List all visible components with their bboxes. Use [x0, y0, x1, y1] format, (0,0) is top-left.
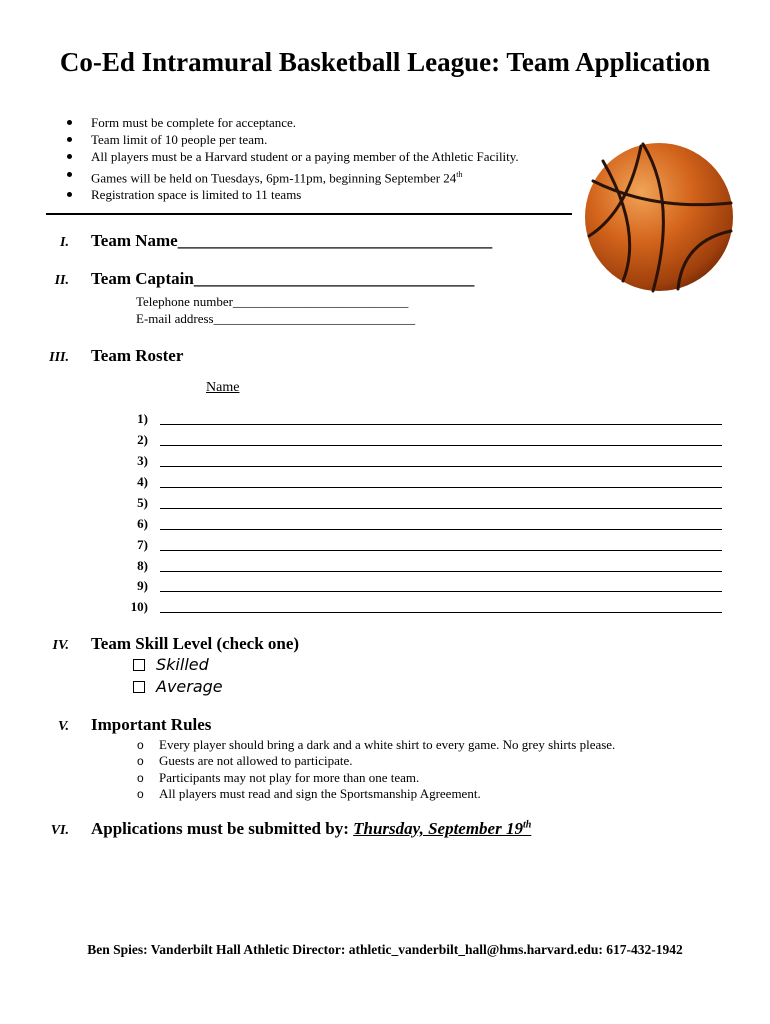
- roster-row[interactable]: [110, 473, 722, 494]
- roster-row[interactable]: [110, 515, 722, 536]
- telephone-field[interactable]: Telephone number___________________________: [136, 294, 409, 309]
- list-item: o All players must read and sign the Sportsmanship Agreement.: [159, 786, 615, 802]
- row-number: 5): [137, 495, 148, 510]
- roster-row[interactable]: [110, 410, 722, 431]
- team-roster-heading: Team Roster: [91, 346, 184, 365]
- basketball-image: [583, 141, 735, 293]
- deadline-text: Applications must be submitted by: Thursday, September 19th: [91, 819, 532, 838]
- name-line[interactable]: [160, 487, 722, 488]
- roster-column-header: Name: [206, 380, 240, 395]
- section-number: VI.: [50, 823, 69, 838]
- name-line[interactable]: [160, 529, 722, 530]
- section-number: IV.: [52, 638, 69, 653]
- list-item: Team limit of 10 people per team.: [91, 131, 519, 148]
- rules-list: [159, 737, 615, 803]
- team-name-field[interactable]: Team Name_____________________________________: [91, 231, 493, 250]
- name-line[interactable]: [160, 445, 722, 446]
- row-number: 3): [137, 453, 148, 468]
- email-field[interactable]: E-mail address_______________________________: [136, 311, 416, 326]
- roster-row[interactable]: [110, 431, 722, 452]
- divider: [46, 213, 572, 215]
- row-number: 7): [137, 537, 148, 552]
- skilled-option[interactable]: Skilled: [133, 655, 283, 677]
- list-item: Registration space is limited to 11 teams: [91, 186, 519, 203]
- row-number: 2): [137, 432, 148, 447]
- important-rules-heading: Important Rules: [91, 715, 212, 734]
- page-title: Co-Ed Intramural Basketball League: Team Application: [59, 47, 711, 77]
- roster-row[interactable]: [110, 536, 722, 557]
- roster-row[interactable]: [110, 452, 722, 473]
- section-number: V.: [57, 719, 69, 734]
- footer-contact: Ben Spies: Vanderbilt Hall Athletic Director: athletic_vanderbilt_hall@hms.harvard.edu: 617-432-1942: [87, 942, 683, 957]
- list-item: o Every player should bring a dark and a white shirt to every game. No grey shirts please.: [159, 737, 615, 753]
- name-line[interactable]: [160, 466, 722, 467]
- checkbox-icon[interactable]: [133, 681, 145, 693]
- skill-level-heading: Team Skill Level (check one): [91, 634, 300, 653]
- name-line[interactable]: [160, 550, 722, 551]
- row-number: 1): [137, 411, 148, 426]
- name-line[interactable]: [160, 508, 722, 509]
- roster-row[interactable]: [110, 598, 722, 619]
- list-item: Form must be complete for acceptance.: [91, 114, 519, 131]
- list-item: o Participants may not play for more than one team.: [159, 770, 615, 786]
- list-item: Games will be held on Tuesdays, 6pm-11pm, beginning September 24th: [91, 166, 519, 187]
- list-item: o Guests are not allowed to participate.: [159, 753, 615, 769]
- name-line[interactable]: [160, 612, 722, 613]
- section-number: I.: [60, 235, 69, 250]
- roster-row[interactable]: [110, 577, 722, 598]
- row-number: 9): [137, 578, 148, 593]
- name-line[interactable]: [160, 591, 722, 592]
- team-captain-field[interactable]: Team Captain_________________________________: [91, 269, 475, 288]
- deadline-date: Thursday, September 19th: [353, 819, 532, 838]
- section-number: II.: [54, 273, 69, 288]
- name-line[interactable]: [160, 571, 722, 572]
- average-option[interactable]: Average: [133, 677, 283, 699]
- row-number: 10): [130, 599, 148, 614]
- row-number: 8): [137, 558, 148, 573]
- list-item: All players must be a Harvard student or a paying member of the Athletic Facility.: [91, 149, 519, 165]
- superscript: th: [456, 169, 463, 179]
- checkbox-icon[interactable]: [133, 659, 145, 671]
- row-number: 4): [137, 474, 148, 489]
- section-number: III.: [49, 350, 69, 365]
- name-line[interactable]: [160, 424, 722, 425]
- roster-row[interactable]: [110, 494, 722, 515]
- roster-row[interactable]: [110, 557, 722, 578]
- requirements-list: [91, 114, 519, 203]
- row-number: 6): [137, 516, 148, 531]
